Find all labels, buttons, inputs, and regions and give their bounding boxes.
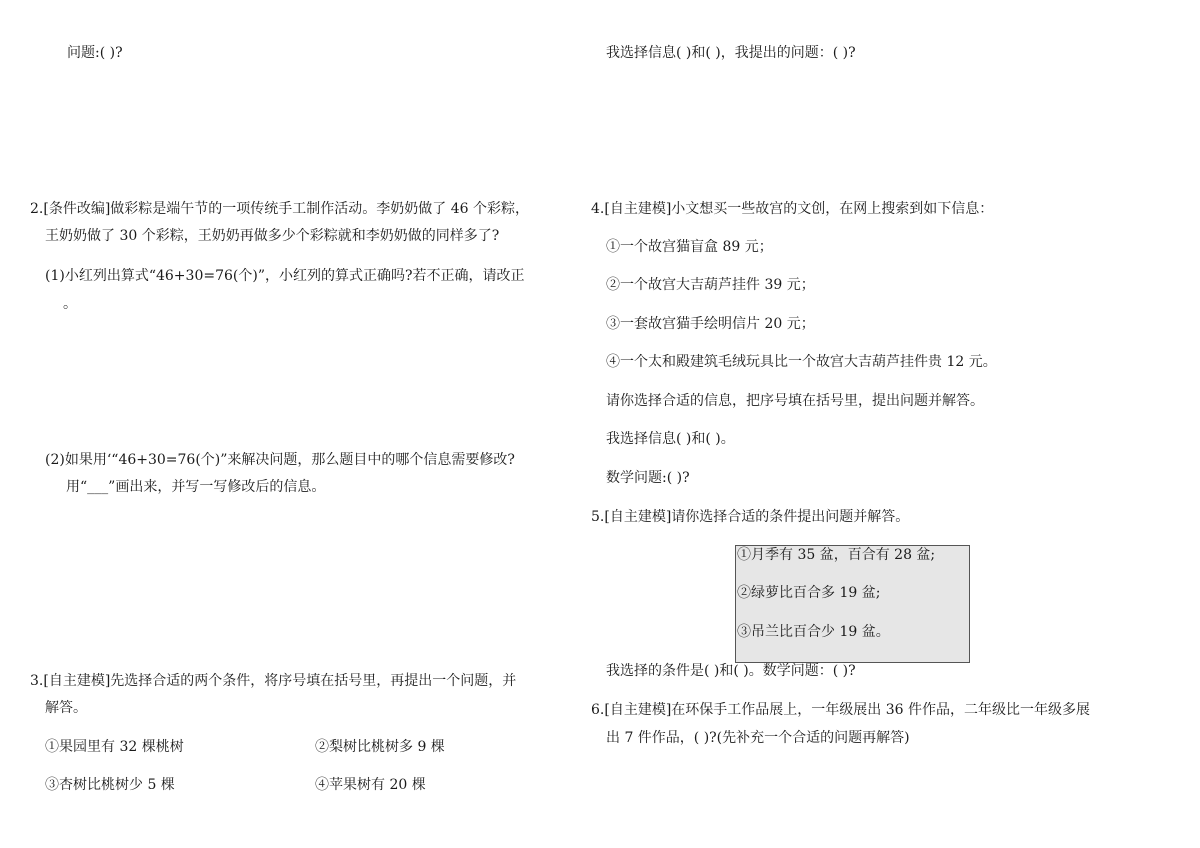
- q2-stem-line2: 王奶奶做了 30 个彩粽，王奶奶再做多少个彩粽就和李奶奶做的同样多了?: [45, 228, 500, 244]
- q3-option-1: ①果园里有 32 棵桃树: [45, 739, 184, 755]
- q6-stem-line2: 出 7 件作品，( )?(先补充一个合适的问题再解答): [606, 730, 910, 746]
- q3-stem-line2: 解答。: [45, 700, 87, 716]
- q3-stem-line1: 3.[自主建模]先选择合适的两个条件，将序号填在括号里，再提出一个问题，并: [30, 673, 517, 689]
- q3-option-3: ③杏树比桃树少 5 棵: [45, 777, 175, 793]
- q3-option-4: ④苹果树有 20 棵: [315, 777, 426, 793]
- q2-part1-line1: (1)小红列出算式“46+30=76(个)”，小红列的算式正确吗?若不正确，请改正: [45, 268, 525, 284]
- q4-info-2: ②一个故宫大吉葫芦挂件 39 元；: [606, 277, 815, 293]
- q4-instruction: 请你选择合适的信息，把序号填在括号里，提出问题并解答。: [606, 393, 984, 409]
- q4-stem: 4.[自主建模]小文想买一些故宫的文创，在网上搜索到如下信息：: [591, 201, 994, 217]
- q2-part2-line2: 用“___”画出来，并写一写修改后的信息。: [66, 479, 326, 495]
- q4-info-3: ③一套故宫猫手绘明信片 20 元；: [606, 316, 815, 332]
- q4-question-line: 数学问题:( )?: [606, 470, 690, 486]
- q1-right-choice-line: 我选择信息( )和( )，我提出的问题：( )?: [606, 45, 856, 61]
- q4-info-4: ④一个太和殿建筑毛绒玩具比一个故宫大吉葫芦挂件贵 12 元。: [606, 354, 997, 370]
- q5-condition-1: ①月季有 35 盆，百合有 28 盆;: [737, 547, 936, 563]
- q1-question-line: 问题:( )?: [67, 45, 123, 61]
- q2-part1-line2: 。: [63, 296, 77, 312]
- q2-stem-line1: 2.[条件改编]做彩粽是端午节的一项传统手工制作活动。李奶奶做了 46 个彩粽，: [30, 201, 529, 217]
- q5-stem: 5.[自主建模]请你选择合适的条件提出问题并解答。: [591, 509, 910, 525]
- q2-part2-line1: (2)如果用‘“46+30=76(个)”来解决问题，那么题目中的哪个信息需要修改?: [45, 452, 515, 468]
- q6-stem-line1: 6.[自主建模]在环保手工作品展上，一年级展出 36 件作品，二年级比一年级多展: [591, 702, 1090, 718]
- q3-option-2: ②梨树比桃树多 9 棵: [315, 739, 445, 755]
- q5-condition-2: ②绿萝比百合多 19 盆;: [737, 585, 881, 601]
- q4-info-1: ①一个故宫猫盲盒 89 元；: [606, 239, 773, 255]
- q4-choose-line: 我选择信息( )和( )。: [606, 431, 735, 447]
- q5-choose-line: 我选择的条件是( )和( )。数学问题：( )?: [606, 663, 856, 679]
- q5-condition-3: ③吊兰比百合少 19 盆。: [737, 624, 890, 640]
